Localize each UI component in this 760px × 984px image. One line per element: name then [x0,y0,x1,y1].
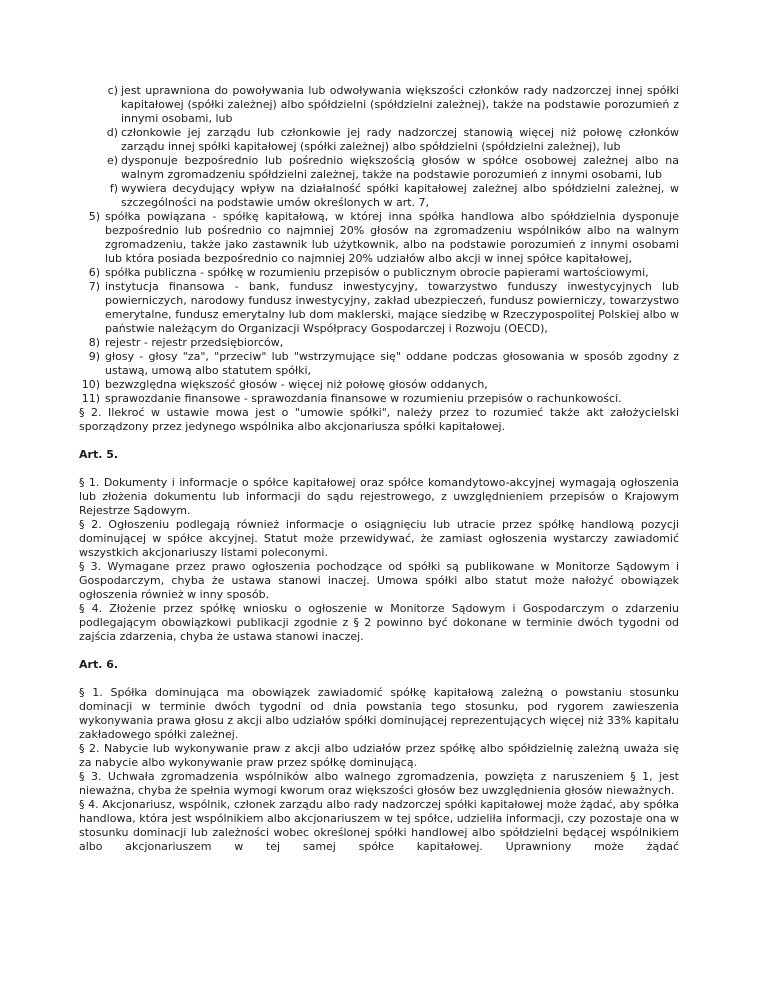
item-text: spółka publiczna - spółkę w rozumieniu przepisów o publicznym obrocie papierami wartościowymi, [105,266,649,279]
list-item [79,210,679,266]
paragraph: § 4. Akcjonariusz, wspólnik, członek zarządu albo rady nadzorczej spółki kapitałowej może żądać, aby spółka handlowa, która jest wspólnikiem albo akcjonariuszem w tej spółce, udzieliła informacji, czy pozostaje ona w stosunku dominacji lub zależności wobec określonej spółki handlowej albo spółdzielni będącej wspólnikiem albo akcjonariuszem w tej samej spółce kapitałowej. Uprawniony może żądać [79,798,679,853]
item-text: rejestr - rejestr przedsiębiorców, [105,336,284,349]
document-page [79,84,679,854]
paragraph: § 1. Spółka dominująca ma obowiązek zawiadomić spółkę kapitałową zależną o powstaniu stosunku dominacji w terminie dwóch tygodni od dnia powstania tego stosunku, pod rygorem zawieszenia wykonywania prawa głosu z akcji albo udziałów spółki dominującej reprezentujących więcej niż 33% kapitału zakładowego spółki zależnej. [79,686,679,741]
item-marker: 7) [88,280,100,293]
paragraph: § 4. Złożenie przez spółkę wniosku o ogłoszenie w Monitorze Sądowym i Gospodarczym o zdarzeniu podlegającym obowiązkowi publikacji zgodnie z § 2 powinno być dokonane w terminie dwóch tygodni od zajścia zdarzenia, chyba że ustawa stanowi inaczej. [79,602,679,643]
paragraph: § 2. Ogłoszeniu podlegają również informacje o osiągnięciu lub utracie przez spółkę handlową pozycji dominującej w spółce akcyjnej. Statut może przewidywać, że zamiast ogłoszenia wystarczy zawiadomić wszystkich akcjonariuszy listami poleconymi. [79,518,679,559]
list-item [79,154,679,182]
list-item [79,126,679,154]
article-heading: Art. 6. [79,658,119,671]
item-marker: c) [107,84,118,97]
item-text: wywiera decydujący wpływ na działalność spółki kapitałowej zależnej albo spółdzielni zależnej, w szczególności na podstawie umów określonych w art. 7, [121,182,679,209]
paragraph: § 2. Nabycie lub wykonywanie praw z akcji albo udziałów przez spółkę albo spółdzielnię zależną uważa się za nabycie albo wykonywanie praw przez spółkę dominującą. [79,742,679,769]
list-item [79,84,679,126]
list-item [79,392,679,406]
item-text: instytucja finansowa - bank, fundusz inwestycyjny, towarzystwo funduszy inwestycyjnych lub powierniczych, narodowy fundusz inwestycyjny, zakład ubezpieczeń, fundusz powierniczy, towarzystwo emerytalne, fundusz emerytalny lub dom maklerski, mające siedzibę w Rzeczypospolitej Polskiej albo w państwie należącym do Organizacji Współpracy Gospodarczej i Rozwoju (OECD), [105,280,679,335]
list-item [79,280,679,336]
item-text: członkowie jej zarządu lub członkowie jej rady nadzorczej stanowią więcej niż połowę członków zarządu innej spółki kapitałowej (spółki zależnej) albo spółdzielni (spółdzielni zależnej), lub [121,126,679,153]
item-marker: 10) [81,378,100,391]
item-marker: 9) [88,350,100,363]
item-marker: 8) [88,336,100,349]
list-item [79,336,679,350]
item-marker: d) [106,126,118,139]
item-marker: e) [106,154,118,167]
item-text: spółka powiązana - spółkę kapitałową, w której inna spółka handlowa albo spółdzielnia dysponuje bezpośrednio lub pośrednio co najmniej 20% głosów na zgromadzeniu wspólników albo na walnym zgromadzeniu, także jako zastawnik lub użytkownik, albo na podstawie porozumień z innymi osobami lub która posiada bezpośrednio co najmniej 20% udziałów albo akcji w innej spółce kapitałowej, [105,210,679,265]
item-marker: f) [109,182,118,195]
item-text: bezwzględna większość głosów - więcej niż połowę głosów oddanych, [105,378,488,391]
paragraph: § 3. Wymagane przez prawo ogłoszenia pochodzące od spółki są publikowane w Monitorze Sądowym i Gospodarczym, chyba że ustawa stanowi inaczej. Umowa spółki albo statut może nałożyć obowiązek ogłoszenia również w inny sposób. [79,560,679,601]
paragraph: § 2. Ilekroć w ustawie mowa jest o "umowie spółki", należy przez to rozumieć także akt założycielski sporządzony przez jedynego wspólnika albo akcjonariusza spółki kapitałowej. [79,406,679,433]
list-item [79,378,679,392]
list-item [79,350,679,378]
list-item [79,182,679,210]
article-heading: Art. 5. [79,448,119,461]
item-marker: 6) [88,266,100,279]
item-text: głosy - głosy "za", "przeciw" lub "wstrzymujące się" oddane podczas głosowania w sposób zgodny z ustawą, umową albo statutem spółki, [105,350,679,377]
item-text: sprawozdanie finansowe - sprawozdania finansowe w rozumieniu przepisów o rachunkowości. [105,392,622,405]
item-marker: 5) [88,210,100,223]
paragraph: § 1. Dokumenty i informacje o spółce kapitałowej oraz spółce komandytowo-akcyjnej wymagają ogłoszenia lub złożenia dokumentu lub informacji do sądu rejestrowego, z uwzględnieniem przepisów o Krajowym Rejestrze Sądowym. [79,476,679,517]
paragraph: § 3. Uchwała zgromadzenia wspólników albo walnego zgromadzenia, powzięta z naruszeniem § 1, jest nieważna, chyba że spełnia wymogi kworum oraz większości głosów bez uwzględnienia głosów nieważnych. [79,770,679,797]
item-marker: 11) [81,392,100,405]
item-text: jest uprawniona do powoływania lub odwoływania większości członków rady nadzorczej innej spółki kapitałowej (spółki zależnej) albo spółdzielni (spółdzielni zależnej), także na podstawie porozumień z innymi osobami, lub [121,84,679,125]
list-item [79,266,679,280]
item-text: dysponuje bezpośrednio lub pośrednio większością głosów w spółce osobowej zależnej albo na walnym zgromadzeniu spółdzielni zależnej, także na podstawie porozumień z innymi osobami, lub [121,154,679,181]
